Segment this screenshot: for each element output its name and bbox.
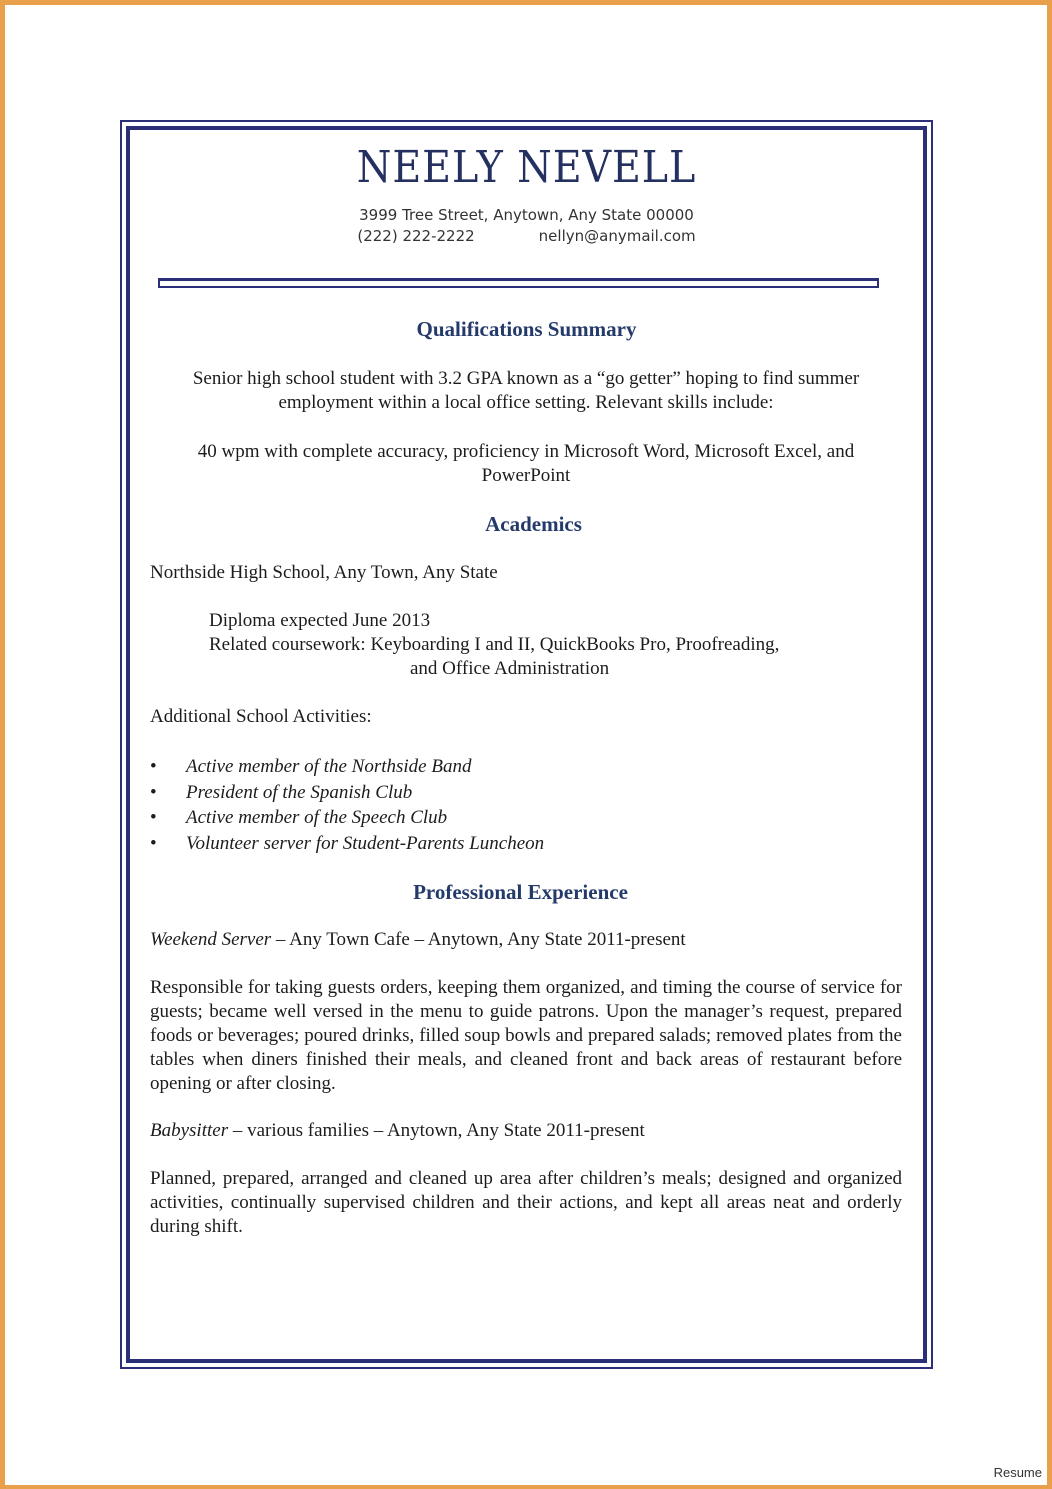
list-item: • Active member of the Northside Band — [150, 754, 544, 780]
bullet-icon: • — [150, 781, 157, 803]
job1-details: – Any Town Cafe – Anytown, Any State 2011-present — [271, 929, 686, 950]
bullet-icon: • — [150, 832, 157, 854]
job2-details: – various families – Anytown, Any State 2011-present — [228, 1120, 645, 1141]
academics-heading: Academics — [485, 512, 582, 536]
qualifications-heading: Qualifications Summary — [416, 317, 637, 341]
list-item: • President of the Spanish Club — [150, 780, 544, 806]
skills-line-1: 40 wpm with complete accuracy, proficiency in Microsoft Word, Microsoft Excel, and — [197, 441, 855, 462]
list-item: • Volunteer server for Student-Parents Luncheon — [150, 831, 544, 857]
diploma: Diploma expected June 2013 — [209, 610, 431, 631]
phone: (222) 222-2222 — [357, 227, 475, 245]
coursework-line-1: Related coursework: Keyboarding I and II, QuickBooks Pro, Proofreading, — [209, 634, 780, 655]
header-divider — [158, 278, 879, 288]
job2-description: Planned, prepared, arranged and cleaned up area after children’s meals; designed and organized activities, continually supervised children and their actions, and kept all areas neat and orderly during shift. — [150, 1168, 902, 1237]
bullet-icon: • — [150, 756, 157, 777]
job2-header — [150, 1119, 645, 1143]
list-item: • Active member of the Speech Club — [150, 805, 544, 831]
job1-header — [150, 928, 686, 952]
experience-heading: Professional Experience — [413, 880, 628, 904]
job1-description: Responsible for taking guests orders, keeping them organized, and timing the course of service for guests; became well versed in the menu to guide patrons. Upon the manager’s request, prepared foods or beverages; poured drinks, filled soup bowls and prepared salads; removed plates from the tables when diners finished their meals, and cleaned front and back areas of restaurant before opening or after closing. — [150, 977, 902, 1094]
summary-line-2: employment within a local office setting. Relevant skills include: — [278, 392, 774, 413]
job2-title: Babysitter — [150, 1120, 229, 1141]
school-name: Northside High School, Any Town, Any State — [150, 562, 498, 583]
email: nellyn@anymail.com — [538, 227, 696, 245]
summary-line-1: Senior high school student with 3.2 GPA known as a “go getter” hoping to find summer — [192, 368, 860, 389]
applicant-name: NEELY NEVELL — [356, 142, 697, 193]
activities-list — [150, 754, 544, 856]
bullet-icon: • — [150, 807, 157, 829]
address: 3999 Tree Street, Anytown, Any State 00000 — [359, 206, 694, 224]
watermark: Resume — [993, 1465, 1042, 1480]
skills-line-2: PowerPoint — [481, 465, 571, 486]
activities-label: Additional School Activities: — [150, 706, 372, 727]
contact-row — [126, 227, 927, 245]
job1-title: Weekend Server — [150, 929, 272, 950]
coursework-line-2: and Office Administration — [410, 658, 610, 679]
